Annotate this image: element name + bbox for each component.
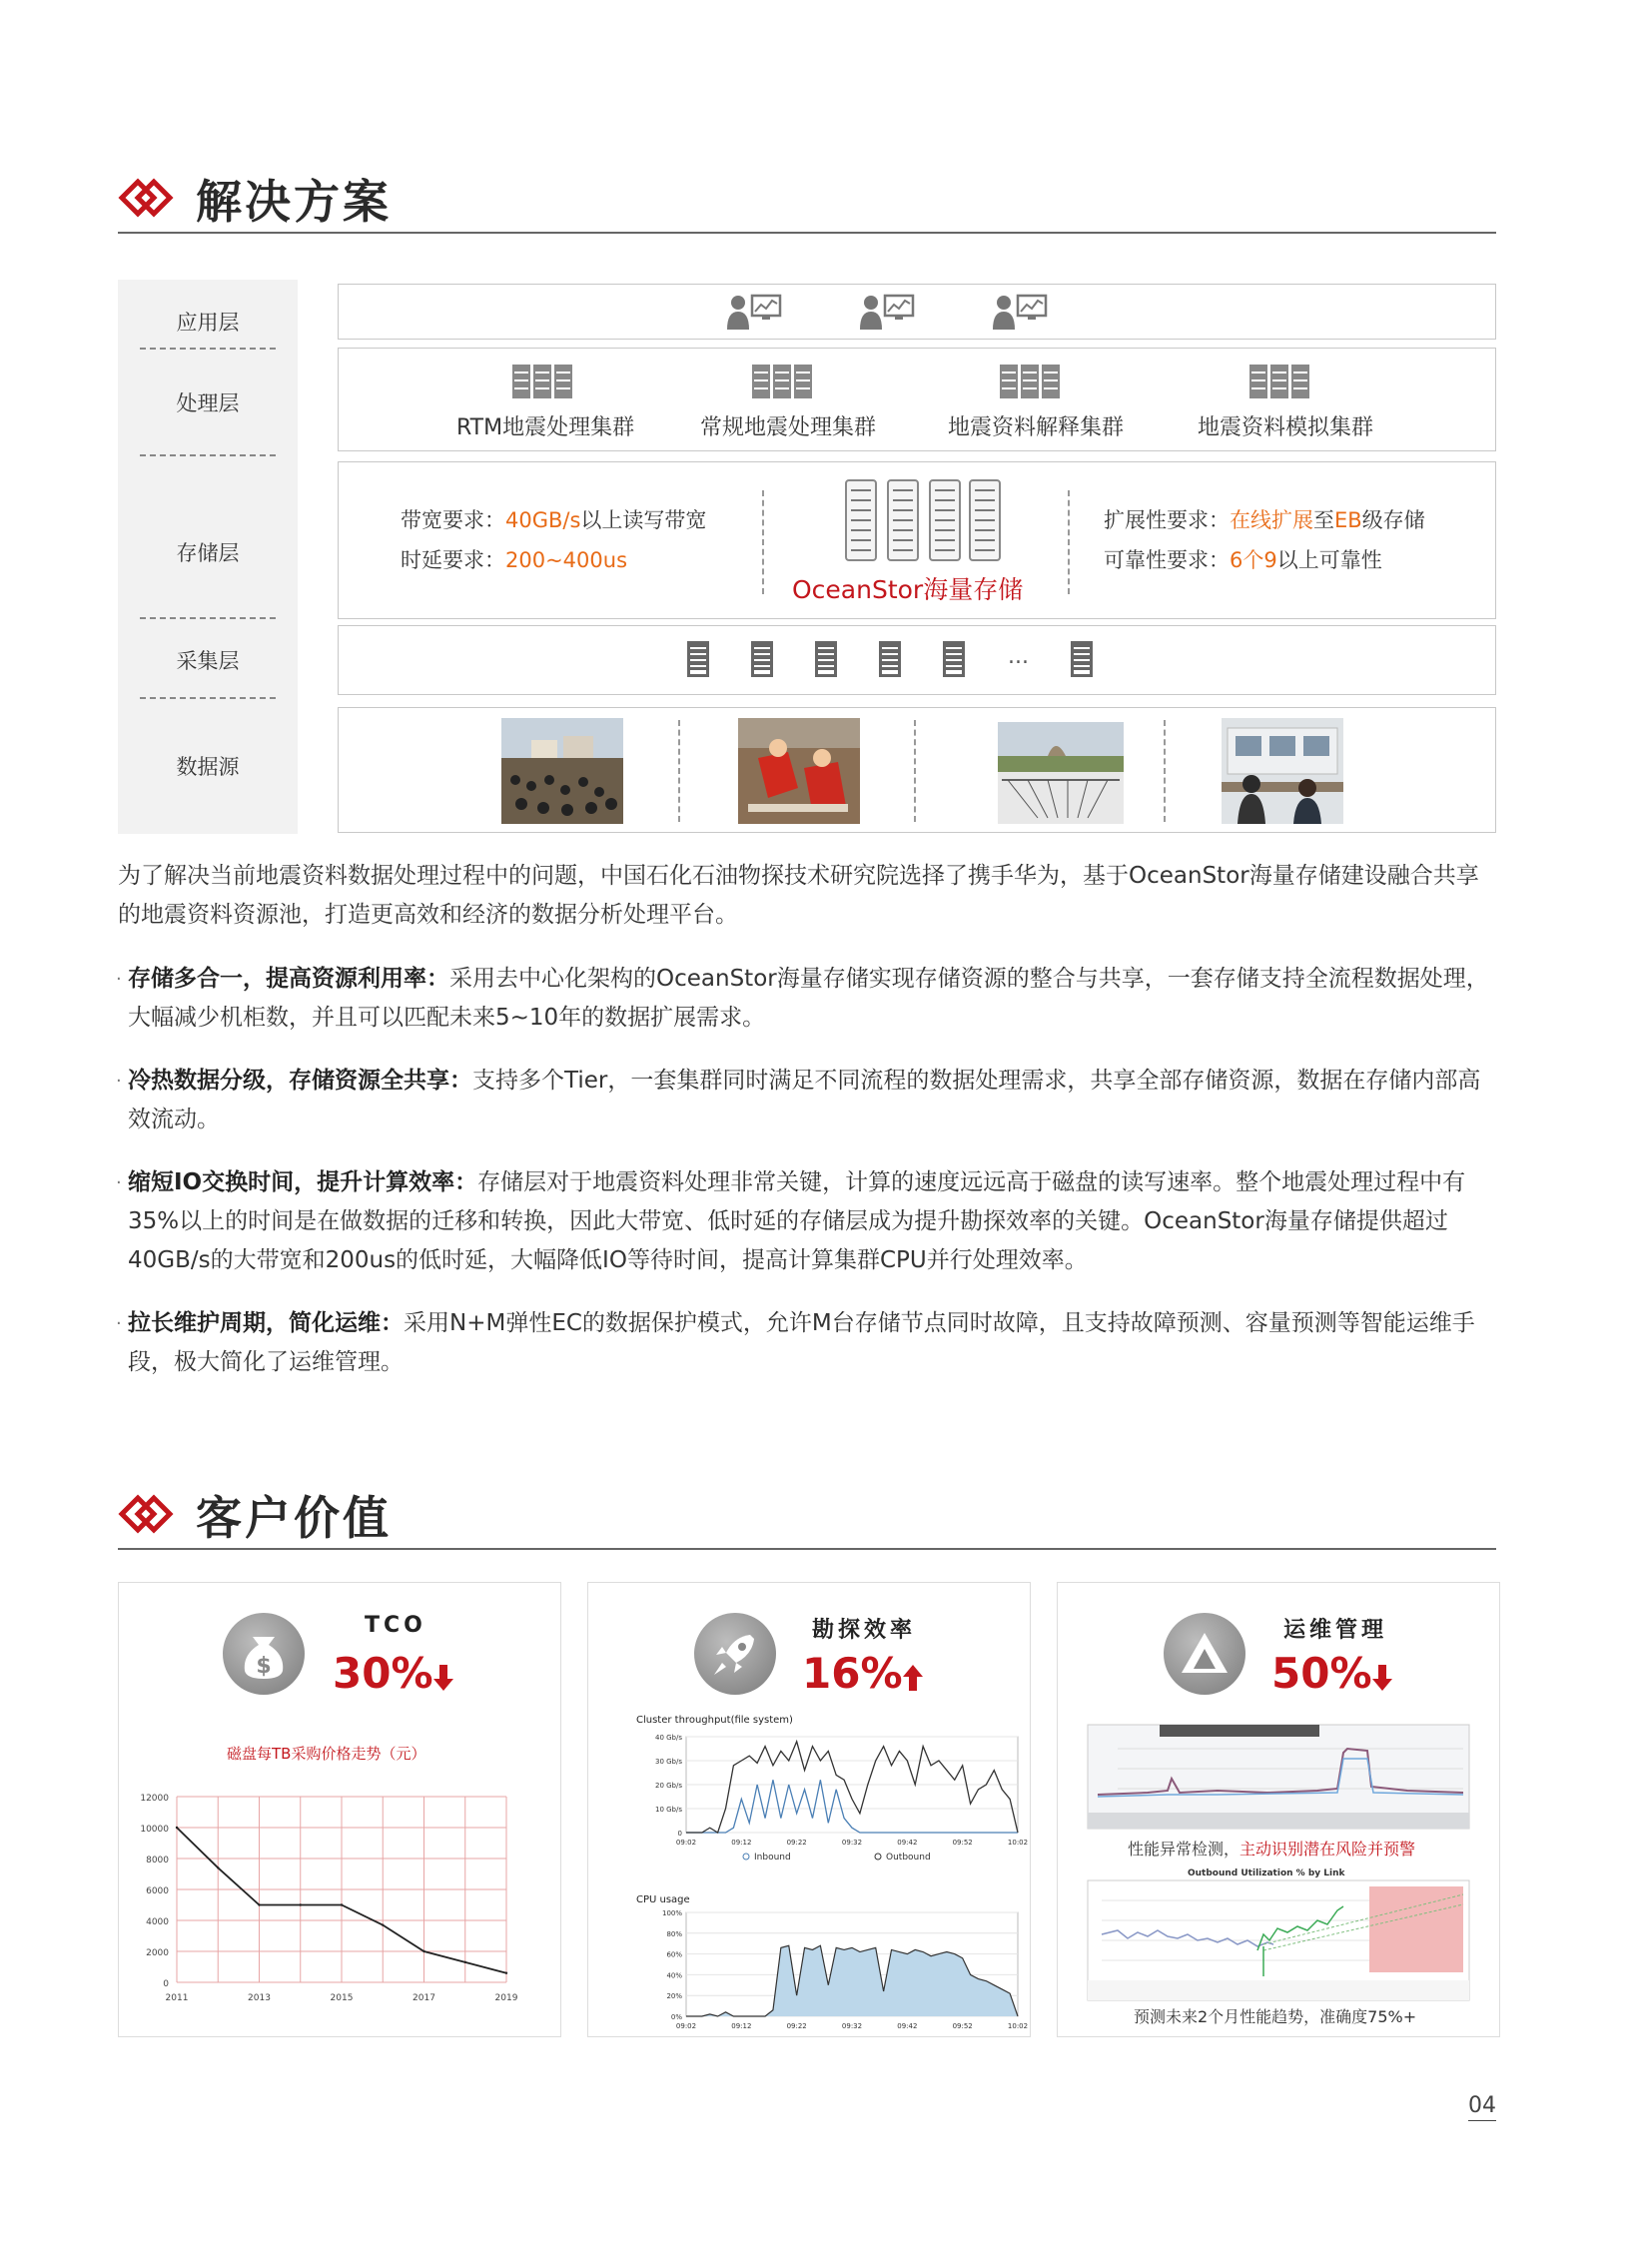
y-tick-label: 40% <box>666 1971 682 1980</box>
dollar-bag-icon <box>223 1613 305 1695</box>
x-tick-label: 09:42 <box>897 2022 918 2030</box>
efficiency-card <box>587 1582 1031 2037</box>
field-workers-photo <box>738 718 860 824</box>
throughput-chart <box>596 1713 1029 1892</box>
forecast-chart-title: Outbound Utilization % by Link <box>1188 1868 1345 1878</box>
y-tick-label: 0 <box>677 1830 682 1838</box>
page-number: 04 <box>1468 2093 1496 2121</box>
legend-marker <box>875 1854 881 1860</box>
x-tick-label: 09:12 <box>731 2022 752 2030</box>
y-tick-label: 0 <box>163 1979 169 1989</box>
app-layer-box <box>338 284 1496 340</box>
diamond-logo-icon <box>118 1492 176 1536</box>
x-tick-label: 09:32 <box>841 1839 863 1847</box>
datasource-divider <box>678 720 680 822</box>
x-tick-label: 09:22 <box>786 2022 807 2030</box>
legend-marker <box>743 1854 749 1860</box>
y-tick-label: 6000 <box>146 1886 169 1896</box>
x-tick-label: 09:52 <box>952 1839 973 1847</box>
forecast-chart <box>1088 1880 1469 2000</box>
reliability-requirement: 可靠性要求：6个9以上可靠性 <box>1104 548 1382 572</box>
server-cluster-icon <box>510 363 574 400</box>
server-icon <box>942 640 966 678</box>
legend-inbound: Inbound <box>754 1853 791 1863</box>
price-point <box>258 1903 260 1905</box>
cpu-usage-chart <box>596 1890 1029 2034</box>
scalability-requirement: 扩展性要求：在线扩展至EB级存储 <box>1104 508 1425 532</box>
arrow-up-icon <box>902 1663 924 1693</box>
y-tick-label: 10000 <box>140 1825 169 1835</box>
x-tick-label: 09:02 <box>675 1839 697 1847</box>
y-tick-label: 2000 <box>146 1948 169 1958</box>
x-tick-label: 09:52 <box>952 2022 973 2030</box>
tco-value: 30% <box>333 1649 433 1698</box>
seismic-survey-diagram <box>998 722 1124 824</box>
x-tick-label: 2013 <box>248 1993 271 2003</box>
layer-divider <box>140 697 276 699</box>
x-tick-label: 09:22 <box>786 1839 807 1847</box>
svg-text:$: $ <box>256 1654 272 1679</box>
value-heading: 客户价值 <box>196 1491 392 1545</box>
price-point <box>505 1972 507 1974</box>
layer-label-storage: 存储层 <box>176 541 240 565</box>
x-tick-label: 2019 <box>494 1993 518 2003</box>
storage-divider <box>762 490 764 594</box>
tco-chart-title: 磁盘每TB采购价格走势（元） <box>227 1745 426 1763</box>
x-tick-label: 10:02 <box>1007 2022 1029 2030</box>
layer-label-app: 应用层 <box>176 311 240 335</box>
operations-title: 运维管理 <box>1283 1618 1388 1643</box>
throughput-title: Cluster throughput(file system) <box>636 1715 793 1726</box>
layer-label-column <box>118 280 298 834</box>
bandwidth-requirement: 带宽要求：40GB/s以上读写带宽 <box>401 508 707 532</box>
layer-divider <box>140 348 276 350</box>
y-tick-label: 8000 <box>146 1856 169 1866</box>
rocket-icon <box>694 1613 776 1695</box>
layer-divider <box>140 454 276 456</box>
arrow-down-icon <box>432 1663 454 1693</box>
x-tick-label: 2011 <box>165 1993 189 2003</box>
price-point <box>217 1867 219 1868</box>
y-tick-label: 60% <box>666 1950 682 1959</box>
y-tick-label: 4000 <box>146 1917 169 1927</box>
arrow-down-icon <box>1371 1663 1393 1693</box>
tco-price-chart <box>127 1769 556 2030</box>
forecast-caption: 预测未来2个月性能趋势，准确度75%+ <box>1134 2007 1417 2026</box>
server-icon <box>814 640 838 678</box>
x-tick-label: 09:32 <box>841 2022 863 2030</box>
price-point <box>464 1961 466 1963</box>
operations-value: 50% <box>1271 1649 1372 1698</box>
field-geophones-photo <box>501 718 623 824</box>
cpu-title: CPU usage <box>636 1894 690 1905</box>
tco-card <box>118 1582 561 2037</box>
price-point <box>341 1903 343 1905</box>
server-cluster-icon <box>998 363 1062 400</box>
layer-label-acquisition: 采集层 <box>176 649 240 673</box>
y-tick-label: 0% <box>670 2013 682 2021</box>
cluster-simulation: 地震资料模拟集群 <box>1198 415 1374 440</box>
y-tick-label: 20% <box>666 1992 682 2001</box>
y-tick-label: 12000 <box>140 1794 169 1804</box>
server-icon <box>878 640 902 678</box>
layer-divider <box>140 617 276 619</box>
tco-title: TCO <box>365 1613 426 1638</box>
intro-paragraph: 为了解决当前地震资料数据处理过程中的问题，中国石化石油物探技术研究院选择了携手华为，基于OceanStor海量存储建设融合共享的地震资料资源池，打造更高效和经济的数据分析处理平台。 <box>118 863 1479 928</box>
control-room-photo <box>1222 718 1343 824</box>
anomaly-caption: 性能异常检测，主动识别潜在风险并预警 <box>1128 1840 1416 1859</box>
x-tick-label: 2015 <box>330 1993 354 2003</box>
latency-requirement: 时延要求：200~400us <box>401 548 628 572</box>
x-tick-label: 09:42 <box>897 1839 918 1847</box>
server-icon <box>750 640 774 678</box>
server-icon <box>686 640 710 678</box>
efficiency-value: 16% <box>802 1649 903 1698</box>
price-point <box>382 1923 384 1925</box>
y-tick-label: 100% <box>661 1909 682 1917</box>
solution-section-header <box>118 172 1496 234</box>
y-tick-label: 20 Gb/s <box>654 1782 682 1790</box>
server-cluster-icon <box>750 363 814 400</box>
bullet-item: · 冷热数据分级，存储资源全共享：支持多个Tier，一套集群同时满足不同流程的数据处理需求，共享全部存储资源，数据在存储内部高效流动。 <box>116 1068 1481 1132</box>
y-tick-label: 80% <box>666 1929 682 1938</box>
y-tick-label: 40 Gb/s <box>654 1734 682 1742</box>
layer-label-datasource: 数据源 <box>176 755 240 779</box>
cluster-conventional: 常规地震处理集群 <box>700 415 877 440</box>
operations-card <box>1057 1582 1500 2037</box>
datasource-divider <box>914 720 916 822</box>
user-monitor-icon <box>859 292 915 332</box>
diamond-logo-icon <box>118 176 176 220</box>
datasource-layer-box <box>338 707 1496 833</box>
storage-layer-box <box>338 461 1496 619</box>
x-tick-label: 09:02 <box>675 2022 697 2030</box>
x-tick-label: 2017 <box>413 1993 435 2003</box>
user-monitor-icon <box>726 292 782 332</box>
datasource-divider <box>1164 720 1166 822</box>
y-tick-label: 30 Gb/s <box>654 1758 682 1766</box>
legend-outbound: Outbound <box>886 1853 931 1863</box>
storage-divider <box>1068 490 1070 594</box>
price-point <box>176 1827 178 1829</box>
bullet-item: · 拉长维护周期，简化运维：采用N+M弹性EC的数据保护模式，允许M台存储节点同时故障，且支持故障预测、容量预测等智能运维手段，极大简化了运维管理。 <box>116 1310 1475 1375</box>
acquisition-layer-box <box>338 625 1496 695</box>
price-point <box>300 1903 302 1905</box>
x-tick-label: 10:02 <box>1007 1839 1029 1847</box>
ellipsis: ... <box>1008 644 1029 669</box>
server-cluster-icon <box>1247 363 1311 400</box>
anomaly-detection-chart <box>1088 1725 1469 1829</box>
triangle-logo-icon <box>1164 1613 1245 1695</box>
bullet-item: · 存储多合一，提高资源利用率：采用去中心化架构的OceanStor海量存储实现存储资源的整合与共享，一套存储支持全流程数据处理，大幅减少机柜数，并且可以匹配未来5~10年的数据扩展需求。 <box>116 966 1489 1031</box>
cluster-rtm: RTM地震处理集群 <box>456 415 635 440</box>
bullet-item: · 缩短IO交换时间，提升计算效率：存储层对于地震资料处理非常关键，计算的速度远远高于磁盘的读写速率。整个地震处理过程中有35%以上的时间是在做数据的迁移和转换，因此大带宽、低时延的存储层成为提升勘探效率的关键。OceanStor海量存储提供超过40GB/s的大带宽和200us的低时延，大幅降低IO等待时间，提高计算集群CPU并行处理效率。 <box>116 1169 1466 1273</box>
efficiency-title: 勘探效率 <box>812 1618 917 1643</box>
solution-heading: 解决方案 <box>196 175 392 229</box>
server-icon <box>1070 640 1094 678</box>
layer-label-processing: 处理层 <box>176 391 240 415</box>
processing-layer-box <box>338 348 1496 451</box>
cluster-interpretation: 地震资料解释集群 <box>948 415 1125 440</box>
oceanstor-brand: OceanStor海量存储 <box>792 575 1024 604</box>
y-tick-label: 10 Gb/s <box>654 1806 682 1814</box>
user-monitor-icon <box>992 292 1048 332</box>
storage-array-icon <box>842 476 1002 564</box>
x-tick-label: 09:12 <box>731 1839 752 1847</box>
price-point <box>422 1950 424 1952</box>
value-section-header <box>118 1488 1496 1550</box>
